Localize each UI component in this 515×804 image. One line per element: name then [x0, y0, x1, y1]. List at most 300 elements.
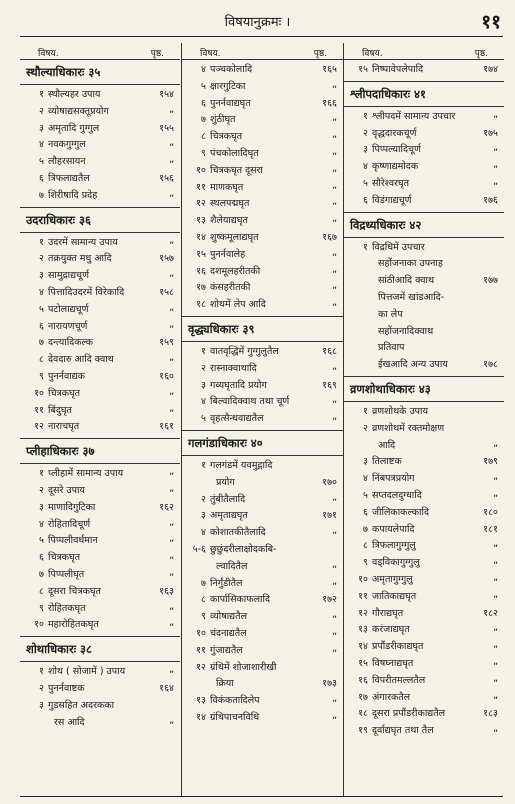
index-entry [182, 506, 343, 523]
entry-page: १६४ [159, 682, 174, 694]
index-entry [182, 144, 343, 161]
entry-page: „ [493, 471, 498, 483]
entry-page: १५८ [159, 286, 174, 298]
entry-page: „ [169, 617, 174, 629]
entry-number: ४ [201, 396, 206, 408]
entry-title: शिरीषादि प्रदेह [48, 189, 98, 201]
entry-title: देवदारु आदि क्वाथ [48, 354, 114, 366]
entry-number: ८ [363, 540, 368, 552]
index-column-3 [343, 43, 504, 796]
index-entry [20, 531, 180, 548]
entry-page: „ [493, 175, 498, 187]
entry-page: „ [332, 491, 337, 503]
index-entry [182, 161, 343, 178]
column-header [20, 43, 180, 60]
index-entry [20, 565, 180, 582]
index-entry [344, 452, 504, 469]
index-entry-continuation [344, 305, 504, 322]
entry-page: १८३ [483, 708, 498, 720]
entry-page: १५५ [159, 122, 174, 134]
entry-title: विकंकतादिलेप [210, 695, 260, 707]
entry-title: रस आदि [54, 716, 85, 728]
entry-number: ६ [39, 172, 44, 184]
entry-number: ८ [201, 131, 206, 143]
entry-number: ६ [39, 320, 44, 332]
index-entry [20, 350, 180, 367]
section-heading [20, 636, 180, 662]
entry-number: ५ [363, 177, 368, 189]
section-title: उदराधिकारः ३६ [26, 212, 91, 227]
index-entry [182, 359, 343, 376]
index-entry [20, 367, 180, 384]
entry-number: १७ [196, 282, 206, 294]
entry-page: „ [332, 162, 337, 174]
entry-number: १ [201, 345, 206, 357]
entry-number: १५ [358, 657, 368, 669]
section-heading [182, 316, 343, 342]
entry-page: „ [332, 625, 337, 637]
index-entry [344, 140, 504, 157]
entry-page: „ [332, 263, 337, 275]
entry-number: ९ [39, 602, 44, 614]
entry-page: „ [169, 550, 174, 562]
index-entry-continuation [344, 355, 504, 372]
section-title: प्लीहाधिकारः ३७ [26, 444, 95, 459]
entry-number: ७ [363, 523, 368, 535]
entry-title: वृद्धदारकचूर्ण [372, 127, 417, 139]
entry-page: „ [493, 639, 498, 651]
index-entry [20, 85, 180, 102]
index-column-2 [181, 43, 343, 796]
entry-page: „ [169, 402, 174, 414]
column-header-subject: विषय. [362, 49, 383, 59]
entry-page: „ [169, 664, 174, 676]
entry-page: १७४ [483, 64, 498, 75]
entry-page: „ [332, 280, 337, 292]
entry-number: १८ [196, 299, 206, 311]
entry-page: „ [493, 622, 498, 634]
entry-title: प्रतिवाप [378, 342, 405, 354]
entry-page: „ [493, 538, 498, 550]
entry-title: निष्पावेपलेपादि [372, 64, 424, 75]
index-entry [344, 238, 504, 255]
entry-title: पित्तादिउदरमें विरेकादि [48, 286, 125, 298]
entry-title: व्रणशोथमें रक्तमोक्षण [372, 422, 445, 434]
section-heading [182, 430, 343, 456]
index-entry [20, 169, 180, 186]
entry-page: „ [493, 159, 498, 171]
entry-number: १५ [196, 248, 206, 260]
entry-page: १८१ [483, 523, 498, 535]
entry-number: ६ [363, 506, 368, 518]
entry-title: पुनर्नवाद्यक [48, 370, 85, 382]
index-entry [20, 498, 180, 515]
index-entry [20, 515, 180, 532]
entry-page: „ [169, 154, 174, 166]
index-entry-continuation [182, 473, 343, 490]
index-entry [20, 417, 180, 434]
entry-title: स्थलपद्मघृत [210, 198, 250, 210]
entry-number: ११ [196, 181, 206, 193]
entry-title: व्रणशोथके उपाय [372, 405, 429, 417]
entry-title: सहोंजनादिक्वाथ [378, 325, 434, 337]
entry-title: पुनर्नवाष्टक [48, 682, 85, 694]
index-entry [20, 464, 180, 481]
entry-page: „ [332, 129, 337, 141]
entry-page: „ [332, 297, 337, 309]
entry-title: दन्त्यादिकल्क [48, 337, 94, 349]
entry-number: १० [34, 387, 44, 399]
entry-title: रोहितादिचूर्ण [48, 518, 91, 530]
index-entry [344, 60, 504, 77]
entry-title: सांठीआदि क्वाथ [378, 275, 435, 287]
entry-title: दूसरा प्रपौंडरीकाद्यतैल [372, 708, 446, 720]
entry-title: शुंठीघृत [210, 114, 236, 126]
index-column-1 [20, 43, 180, 796]
index-entry [182, 641, 343, 658]
section-title: स्थौल्याधिकारः ३५ [26, 65, 101, 79]
entry-title: गुडसहित अदरकका [48, 699, 115, 711]
entry-title: त्रिफलागुग्गुलु [372, 540, 416, 552]
entry-page: „ [493, 689, 498, 701]
section-heading [344, 212, 504, 238]
entry-page: „ [169, 533, 174, 545]
entry-number: १ [39, 236, 44, 248]
entry-title: रोहितकघृत [48, 602, 86, 614]
entry-page: „ [493, 571, 498, 583]
entry-page: „ [169, 516, 174, 528]
entry-page: „ [493, 672, 498, 684]
entry-number: २ [39, 105, 44, 117]
entry-title: तिलाष्टक [372, 456, 402, 468]
entry-page: „ [332, 213, 337, 225]
entry-title: अंगारकतैल [372, 691, 411, 703]
index-entry [344, 469, 504, 486]
index-entry [20, 384, 180, 401]
entry-page: „ [493, 437, 498, 449]
entry-title: निर्गुंडीतैल [210, 577, 243, 589]
column-header [182, 43, 343, 60]
index-entry [20, 186, 180, 203]
index-entry [20, 548, 180, 565]
entry-page: १७७ [483, 275, 498, 287]
column-header-page: पृष्ठ. [313, 49, 327, 59]
entry-page: १७३ [322, 678, 337, 690]
index-entry [182, 624, 343, 641]
entry-page: „ [332, 709, 337, 721]
entry-number: ४ [39, 139, 44, 151]
index-entry [182, 574, 343, 591]
entry-number: ११ [358, 590, 368, 602]
entry-title: शोथमें लेप आदि [210, 299, 266, 311]
entry-page: १५७ [159, 253, 174, 265]
entry-number: ३ [39, 699, 44, 711]
entry-number: ३ [39, 122, 44, 134]
entry-page: १६७ [322, 231, 337, 243]
index-entry [182, 60, 343, 77]
entry-number: १० [358, 573, 368, 585]
index-entry [182, 178, 343, 195]
entry-page: „ [169, 187, 174, 199]
index-entry [182, 607, 343, 624]
section-heading [344, 81, 504, 107]
entry-title: का लेप [378, 308, 403, 320]
entry-title: उदरमें सामान्य उपाय [48, 236, 118, 248]
entry-title: शोथ ( सोजामें ) उपाय [48, 666, 126, 678]
section-heading [20, 60, 180, 85]
entry-title: कपायलेपादि [372, 523, 415, 535]
entry-number: १० [196, 627, 206, 639]
entry-title: विडंगाद्यचूर्ण [372, 194, 412, 206]
entry-page: „ [332, 196, 337, 208]
entry-title: सामुद्राद्यचूर्ण [48, 270, 89, 282]
entry-page: „ [493, 723, 498, 735]
entry-title: शुष्कमूलाद्यघृत [210, 231, 259, 243]
index-entry [182, 691, 343, 708]
entry-number: १ [363, 405, 368, 417]
entry-number: ४ [363, 161, 368, 173]
entry-number: ९ [39, 370, 44, 382]
entry-number: १८ [358, 708, 368, 720]
index-entry [20, 582, 180, 599]
entry-title: पञ्चकोलादि [210, 64, 253, 75]
footer-rule [20, 796, 503, 797]
entry-number: ५ [201, 80, 206, 92]
entry-title: छुछुंदरीलाक्षोदकबि- [210, 543, 277, 555]
entry-page: „ [493, 108, 498, 120]
entry-number: ९ [201, 147, 206, 159]
entry-page: १६१ [159, 421, 174, 433]
section-title: शोथाधिकारः ३८ [26, 642, 92, 657]
entry-title: निंबपत्रप्रयोग [372, 473, 415, 485]
entry-page: „ [332, 78, 337, 90]
index-entry [182, 456, 343, 473]
entry-number: १२ [196, 661, 206, 673]
entry-title: चित्रकघृत [48, 387, 81, 399]
index-entry-continuation [344, 271, 504, 288]
entry-number: ८ [39, 354, 44, 366]
entry-number: ९ [363, 557, 368, 569]
entry-page: १८० [483, 506, 498, 518]
entry-page: „ [169, 385, 174, 397]
entry-page: „ [169, 318, 174, 330]
entry-number: १३ [196, 695, 206, 707]
column-header-subject: विषय. [38, 49, 59, 59]
index-entry [20, 696, 180, 713]
entry-page: „ [169, 714, 174, 726]
entry-number: ३ [363, 144, 368, 156]
entry-number: ३ [201, 379, 206, 391]
section-title: व्रणशोथाधिकारः ४३ [350, 381, 431, 396]
entry-number: ३ [39, 501, 44, 513]
index-entry [20, 233, 180, 250]
index-entry [20, 249, 180, 266]
index-entry [182, 110, 343, 127]
entry-number: ६ [39, 552, 44, 564]
entry-title: ल्वादितैल [216, 560, 248, 572]
entry-number: ७ [201, 114, 206, 126]
entry-page: „ [169, 301, 174, 313]
entry-title: विषघ्नाद्यघृत [372, 657, 414, 669]
index-entry [344, 402, 504, 419]
entry-title: कार्पासिकाफलादि [210, 594, 270, 606]
entry-page: „ [169, 352, 174, 364]
entry-title: वृहत्सैन्धवाद्यतैल [210, 413, 264, 425]
entry-title: महारोहितकघृत [48, 619, 99, 631]
entry-title: दूसरा चित्रकघृत [48, 585, 101, 597]
entry-number: १ [201, 459, 206, 471]
index-entry [182, 376, 343, 393]
entry-number: १४ [196, 711, 206, 723]
index-entry [344, 620, 504, 637]
entry-page: १६९ [322, 379, 337, 391]
index-entry [20, 300, 180, 317]
index-entry [182, 295, 343, 312]
index-entry [182, 392, 343, 409]
entry-title: जातिकाद्यघृत [372, 590, 417, 602]
entry-title: कोशातकीतैलादि [210, 527, 266, 539]
entry-page: १६५ [322, 64, 337, 75]
entry-title: चित्रकघृत दूसरा [210, 164, 263, 176]
entry-number: ७ [39, 568, 44, 580]
index-entry [344, 107, 504, 124]
index-entry [344, 174, 504, 191]
index-entry-continuation [182, 557, 343, 574]
index-entry [20, 135, 180, 152]
entry-title: बिल्वादिक्वाथ तथा चूर्ण [210, 396, 290, 408]
index-entry [344, 704, 504, 721]
entry-number: २ [201, 362, 206, 374]
entry-title: वड्विकागुग्गुलु [372, 557, 420, 569]
entry-number: ४ [201, 64, 206, 75]
header-rule [20, 36, 503, 37]
index-entry [344, 553, 504, 570]
entry-title: पिप्पलीवर्धमान [48, 535, 98, 547]
entry-title: ग्रंथिपाचनविधि [210, 711, 260, 723]
index-entry [182, 278, 343, 295]
entry-number: १६ [358, 674, 368, 686]
entry-page: १७६ [483, 194, 498, 206]
entry-title: नारायणचूर्ण [48, 320, 88, 332]
entry-title: अमृतागुग्गुलु [372, 573, 413, 585]
entry-page: १७१ [322, 510, 337, 522]
index-entry [20, 615, 180, 632]
entry-page: „ [332, 145, 337, 157]
entry-title: आदि [378, 439, 396, 451]
entry-number: १३ [196, 215, 206, 227]
entry-page: „ [493, 555, 498, 567]
index-columns [20, 43, 503, 796]
index-entry [182, 658, 343, 675]
entry-number: ८ [39, 585, 44, 597]
entry-title: अमृताद्यघृत [210, 510, 248, 522]
index-entry [344, 570, 504, 587]
index-entry-continuation [344, 254, 504, 271]
entry-number: १२ [34, 421, 44, 433]
index-entry [182, 342, 343, 359]
entry-number: १३ [358, 624, 368, 636]
entry-page: „ [169, 482, 174, 494]
index-entry [344, 654, 504, 671]
index-entry [182, 77, 343, 94]
index-entry [344, 503, 504, 520]
entry-page: „ [169, 137, 174, 149]
entry-page: „ [493, 655, 498, 667]
entry-title: नवकगुग्गुल [48, 139, 86, 151]
entry-page: „ [169, 234, 174, 246]
entry-title: व्योषाद्यतैल [210, 611, 248, 623]
index-entry-continuation [344, 338, 504, 355]
entry-title: गव्यघृतादि प्रयोग [210, 379, 267, 391]
entry-page: १५९ [159, 337, 174, 349]
entry-title: प्रयोग [216, 476, 235, 488]
entry-page: १६० [159, 370, 174, 382]
entry-page: १६८ [322, 345, 337, 357]
entry-page: १७२ [322, 594, 337, 606]
index-entry [20, 662, 180, 679]
entry-page: „ [493, 142, 498, 154]
section-heading [20, 207, 180, 233]
entry-title: व्योषाद्यसक्तूप्रयोग [48, 105, 109, 117]
entry-title: स्थौल्यहर उपाय [48, 89, 101, 100]
section-title: विद्रध्यधिकारः ४२ [350, 217, 422, 232]
entry-page: „ [332, 609, 337, 621]
entry-number: ५ [39, 535, 44, 547]
entry-page: १७५ [483, 127, 498, 139]
index-entry [20, 599, 180, 616]
entry-number: २ [39, 253, 44, 265]
index-entry [20, 401, 180, 418]
section-title: गलगंडाधिकारः ४० [188, 435, 263, 450]
index-entry [182, 409, 343, 426]
entry-page: „ [332, 394, 337, 406]
index-entry [182, 211, 343, 228]
page-header [0, 12, 515, 36]
entry-page: „ [332, 360, 337, 372]
entry-title: रास्नाक्वाथादि [210, 362, 257, 374]
index-entry [182, 194, 343, 211]
running-title: विषयानुक्रमः । [224, 15, 291, 30]
entry-title: माणकघृत [210, 181, 244, 193]
entry-number: २ [39, 682, 44, 694]
entry-page: १६६ [322, 97, 337, 109]
entry-page: „ [332, 112, 337, 124]
entry-number: १० [34, 619, 44, 631]
entry-title: क्षारगुटिका [210, 80, 246, 92]
entry-page: १८२ [483, 607, 498, 619]
entry-title: चित्रकघृत [48, 552, 81, 564]
entry-page: „ [332, 525, 337, 537]
index-entry [182, 127, 343, 144]
entry-title: पुनर्नवालेह [210, 248, 246, 260]
index-entry [182, 490, 343, 507]
entry-number: २ [201, 493, 206, 505]
entry-page: „ [169, 566, 174, 578]
entry-page: „ [332, 411, 337, 423]
page-number: ११ [481, 11, 501, 33]
section-heading [20, 438, 180, 464]
index-entry [344, 520, 504, 537]
entry-number: ६ [201, 97, 206, 109]
entry-title: विपरीतमल्लतैल [372, 674, 426, 686]
index-entry [20, 679, 180, 696]
entry-number: ४ [201, 527, 206, 539]
index-entry [344, 486, 504, 503]
entry-number: ११ [34, 404, 44, 416]
index-entry [344, 536, 504, 553]
index-entry [182, 94, 343, 111]
entry-title: चित्रकघृत [210, 131, 243, 143]
